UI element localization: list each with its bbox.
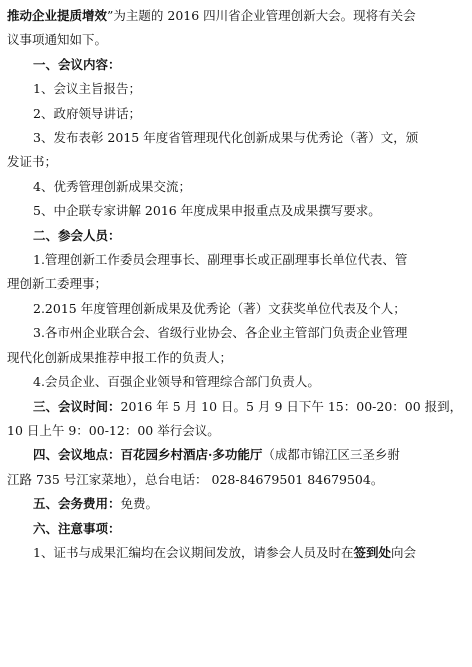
section-1-heading: 一、会议内容： <box>33 56 121 72</box>
theme-text: 推动企业提质增效 <box>7 8 108 23</box>
section-6-heading: 六、注意事项： <box>33 520 121 536</box>
intro-line-2: 议事项通知如下。 <box>7 32 108 48</box>
section-1-item: 4、优秀管理创新成果交流； <box>33 178 191 194</box>
meeting-time: 2016 年 5 月 10 日。5 月 9 日下午 15：00-20：00 报到， <box>120 398 463 414</box>
section-5-label: 五、会务费用： <box>33 496 121 512</box>
section-2-item: 4.会员企业、百强企业领导和管理综合部门负责人。 <box>33 374 320 390</box>
section-1-item: 5、中企联专家讲解 2016 年度成果申报重点及成果撰写要求。 <box>33 203 381 219</box>
intro-line-1 <box>7 4 464 28</box>
section-4-line-1 <box>7 443 464 467</box>
section-2-item: 3.各市州企业联合会、省级行业协会、各企业主管部门负责企业管理 <box>33 325 408 341</box>
section-6-item <box>7 541 464 565</box>
section-6-item-text: 1、证书与成果汇编均在会议期间发放，请参会人员及时在 <box>33 544 354 560</box>
venue-address: （成都市锦江区三圣乡驸 <box>262 447 400 463</box>
section-2-item-continued: 理创新工委理事； <box>7 276 108 292</box>
section-1-item: 2、政府领导讲话； <box>33 105 141 121</box>
section-2-item: 2.2015 年度管理创新成果及优秀论（著）文获奖单位代表及个人； <box>33 300 406 316</box>
section-1-item: 1、会议主旨报告； <box>33 81 141 97</box>
section-3-label: 三、会议时间： <box>33 398 121 414</box>
sign-in-desk-text: 签到处 <box>353 544 391 560</box>
section-1-item: 3、发布表彰 2015 年度省管理现代化创新成果与优秀论（著）文，颁 <box>33 130 419 146</box>
section-4-line-2: 江路 735 号江家菜地），总台电话： 028-84679501 84679504。 <box>7 471 384 487</box>
section-2-item: 1.管理创新工作委员会理事长、副理事长或正副理事长单位代表、管 <box>33 252 408 268</box>
section-3-line-1 <box>7 395 464 419</box>
section-2-heading: 二、参会人员： <box>33 227 121 243</box>
section-3-line-2: 10 日上午 9：00-12：00 举行会议。 <box>7 422 220 438</box>
intro-line-1-rest: ”为主题的 2016 四川省企业管理创新大会。现将有关会 <box>107 8 416 23</box>
section-4-label: 四、会议地点：百花园乡村酒店·多功能厅 <box>33 447 263 463</box>
section-2-item-continued: 现代化创新成果推荐申报工作的负责人； <box>7 349 233 365</box>
section-5-line <box>7 492 464 516</box>
section-6-item-tail: 向会 <box>390 544 416 560</box>
fee-value: 免费。 <box>120 496 159 512</box>
section-1-item-continued: 发证书； <box>7 154 58 170</box>
